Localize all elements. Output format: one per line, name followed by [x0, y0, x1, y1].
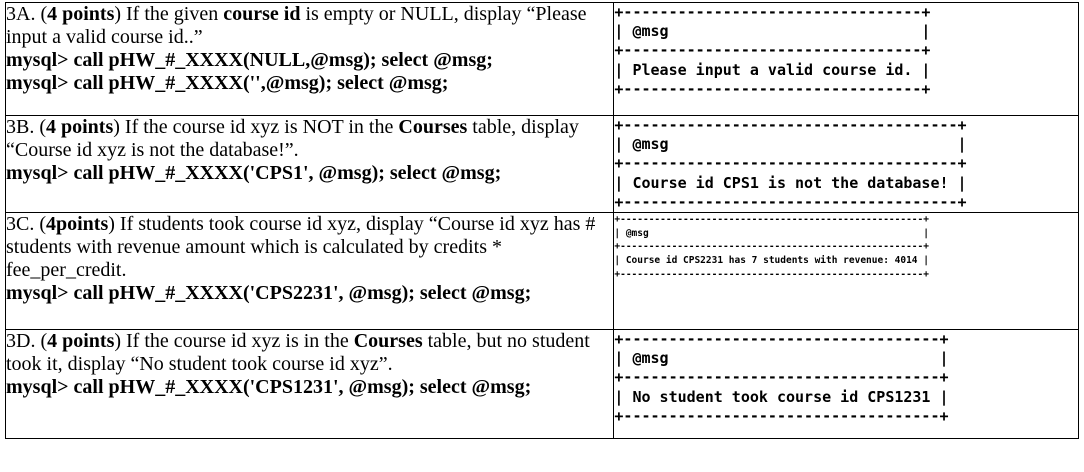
- question-table: [5, 2, 1079, 439]
- sql-command: mysql> call pHW_#_XXXX('CPS2231', @msg); select @msg;: [6, 281, 532, 304]
- output-cell: [614, 212, 1079, 329]
- sql-command: mysql> call pHW_#_XXXX(NULL,@msg); select @msg;: [6, 49, 493, 71]
- result-border: +-----------------------------------+: [614, 329, 949, 348]
- result-border: +-----------------------------------------------------+: [614, 241, 929, 253]
- result-value: | Course id CPS1 is not the database! |: [614, 173, 967, 192]
- sql-command: mysql> call pHW_#_XXXX('CPS1', @msg); select @msg;: [6, 162, 502, 184]
- question-text: 3B. (4 points) If the course id xyz is NOT in the Courses table, display “Course id xyz is not the database!”.: [6, 116, 579, 161]
- result-value: | Please input a valid course id. |: [614, 60, 931, 79]
- question-row: [6, 3, 1079, 116]
- result-border: +-------------------------------------+: [614, 154, 967, 173]
- result-border: +-------------------------------------+: [614, 116, 967, 134]
- result-border: +---------------------------------+: [614, 79, 931, 98]
- output-cell: [614, 329, 1079, 438]
- question-cell: [6, 329, 614, 438]
- sql-command: mysql> call pHW_#_XXXX('CPS1231', @msg); select @msg;: [6, 375, 532, 398]
- query-result-box: [614, 3, 1078, 99]
- query-result-box: [614, 116, 1078, 212]
- question-cell: [6, 116, 614, 213]
- result-column-header: | @msg |: [614, 227, 929, 239]
- question-text: 3D. (4 points) If the course id xyz is in the Courses table, but no student took it, display “No student took course id xyz”.: [6, 329, 590, 375]
- result-border: +-------------------------------------+: [614, 192, 967, 211]
- question-row: [6, 116, 1079, 213]
- result-border: +---------------------------------+: [614, 41, 931, 60]
- result-border: +-----------------------------------+: [614, 406, 949, 425]
- question-cell: [6, 3, 614, 116]
- result-border: +-----------------------------------------------------+: [614, 269, 929, 280]
- question-row: [6, 212, 1079, 329]
- query-result-box: [614, 330, 1078, 426]
- output-cell: [614, 3, 1079, 116]
- question-cell: [6, 212, 614, 329]
- query-result-box: [614, 213, 1078, 282]
- result-value: | No student took course id CPS1231 |: [614, 387, 949, 406]
- output-cell: [614, 116, 1079, 213]
- result-value: | Course id CPS2231 has 7 students with revenue: 4014 |: [614, 255, 929, 267]
- result-border: +-----------------------------------+: [614, 368, 949, 387]
- result-column-header: | @msg |: [614, 349, 949, 368]
- result-column-header: | @msg |: [614, 22, 931, 41]
- result-column-header: | @msg |: [614, 135, 967, 154]
- question-text: 3A. (4 points) If the given course id is empty or NULL, display “Please input a valid course id..”: [6, 3, 587, 48]
- result-border: +-----------------------------------------------------+: [614, 213, 929, 225]
- result-border: +---------------------------------+: [614, 3, 931, 21]
- question-text: 3C. (4points) If students took course id xyz, display “Course id xyz has # students with revenue amount which is calculated by credits * fee_per_credit.: [6, 212, 596, 281]
- sql-command: mysql> call pHW_#_XXXX('',@msg); select @msg;: [6, 72, 449, 94]
- question-row: [6, 329, 1079, 438]
